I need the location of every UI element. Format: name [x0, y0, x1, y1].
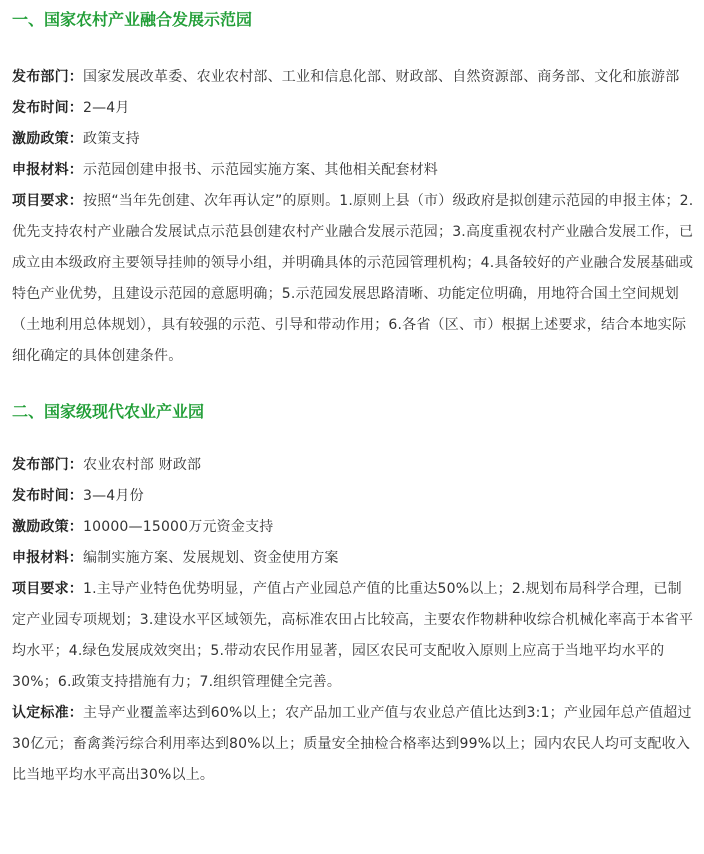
field-label: 发布时间： [12, 488, 83, 504]
section-2-field-materials [12, 543, 694, 574]
spacer [12, 44, 694, 62]
field-label: 认定标准： [12, 705, 83, 721]
section-1-field-requirements [12, 186, 694, 372]
field-value: 10000—15000万元资金支持 [83, 519, 274, 535]
section-1-title: 一、国家农村产业融合发展示范园 [12, 10, 253, 29]
field-label: 发布时间： [12, 100, 83, 116]
field-value: 政策支持 [83, 131, 140, 147]
section-2-field-department [12, 450, 694, 481]
field-label: 发布部门： [12, 69, 83, 85]
field-value: 国家发展改革委、农业农村部、工业和信息化部、财政部、自然资源部、商务部、文化和旅游部 [83, 69, 680, 85]
spacer [12, 440, 694, 450]
field-value: 1.主导产业特色优势明显，产值占产业园总产值的比重达50%以上；2.规划布局科学合理，已制定产业园专项规划；3.建设水平区域领先，高标准农田占比较高，主要农作物耕种收综合机械化率高于本省平均水平；4.绿色发展成效突出；5.带动农民作用显著，园区农民可支配收入原则上应高于当地平均水平的30%；6.政策支持措施有力；7.组织管理健全完善。 [12, 581, 694, 690]
field-value: 农业农村部 财政部 [83, 457, 202, 473]
section-1-field-materials [12, 155, 694, 186]
field-value: 2—4月 [83, 100, 130, 116]
section-1-field-policy [12, 124, 694, 155]
section-2-field-criteria [12, 698, 694, 791]
section-2-title: 二、国家级现代农业产业园 [12, 402, 205, 421]
section-1-field-department [12, 62, 694, 93]
field-value: 按照“当年先创建、次年再认定”的原则。1.原则上县（市）级政府是拟创建示范园的申报主体；2.优先支持农村产业融合发展试点示范县创建农村产业融合发展示范园；3.高度重视农村产业融合发展工作，已成立由本级政府主要领导挂帅的领导小组，并明确具体的示范园管理机构；4.具备较好的产业融合发展基础或特色产业优势，且建设示范园的意愿明确；5.示范园发展思路清晰、功能定位明确，用地符合国土空间规划（土地利用总体规划），具有较强的示范、引导和带动作用；6.各省（区、市）根据上述要求，结合本地实际细化确定的具体创建条件。 [12, 193, 694, 364]
field-value: 编制实施方案、发展规划、资金使用方案 [83, 550, 339, 566]
field-label: 激励政策： [12, 131, 83, 147]
field-value: 主导产业覆盖率达到60%以上；农产品加工业产值与农业总产值比达到3:1；产业园年总产值超过30亿元；畜禽粪污综合利用率达到80%以上；质量安全抽检合格率达到99%以上；园内农民人均可支配收入比当地平均水平高出30%以上。 [12, 705, 692, 783]
section-2-field-requirements [12, 574, 694, 698]
field-label: 项目要求： [12, 193, 83, 209]
section-2-field-time [12, 481, 694, 512]
field-value: 示范园创建申报书、示范园实施方案、其他相关配套材料 [83, 162, 438, 178]
section-2-field-policy [12, 512, 694, 543]
field-value: 3—4月份 [83, 488, 144, 504]
field-label: 激励政策： [12, 519, 83, 535]
field-label: 申报材料： [12, 550, 83, 566]
field-label: 发布部门： [12, 457, 83, 473]
field-label: 申报材料： [12, 162, 83, 178]
field-label: 项目要求： [12, 581, 83, 597]
section-1-field-time [12, 93, 694, 124]
